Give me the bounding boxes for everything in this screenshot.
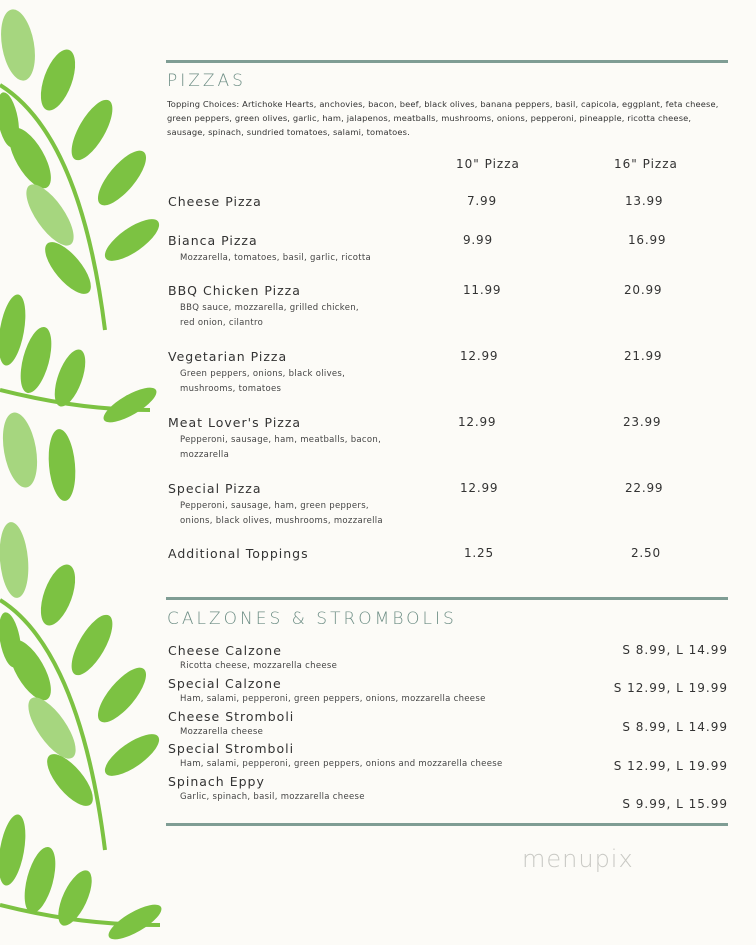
- item-name: Meat Lover's Pizza: [168, 415, 302, 430]
- price-10-inch: 9.99: [463, 233, 493, 247]
- desc-line: mozzarella: [180, 449, 230, 460]
- item-description: Ham, salami, pepperoni, green peppers, onions and mozzarella cheese: [180, 759, 503, 769]
- item-name: Vegetarian Pizza: [168, 349, 288, 364]
- price-10-inch: 11.99: [463, 283, 502, 297]
- item-name: Cheese Stromboli: [168, 709, 295, 724]
- item-name: Special Pizza: [168, 481, 262, 496]
- item-price: S 9.99, L 15.99: [622, 797, 728, 811]
- item-name: Cheese Pizza: [168, 194, 262, 209]
- desc-line: Green peppers, onions, black olives,: [180, 369, 346, 379]
- item-description: [180, 433, 381, 462]
- desc-line: red onion, cilantro: [180, 317, 264, 328]
- desc-line: Mozzarella, tomatoes, basil, garlic, ricotta: [180, 253, 372, 263]
- price-16-inch: 22.99: [625, 481, 664, 495]
- item-name: BBQ Chicken Pizza: [168, 283, 301, 298]
- item-description: Ricotta cheese, mozzarella cheese: [180, 661, 338, 671]
- desc-line: Pepperoni, sausage, ham, meatballs, bacon,: [180, 435, 382, 445]
- item-description: Ham, salami, pepperoni, green peppers, onions, mozzarella cheese: [180, 694, 486, 704]
- price-10-inch: 1.25: [464, 546, 494, 560]
- price-16-inch: 20.99: [624, 283, 663, 297]
- column-header-16-inch: 16" Pizza: [614, 157, 678, 171]
- desc-line: Pepperoni, sausage, ham, green peppers,: [180, 501, 369, 511]
- price-10-inch: 7.99: [467, 194, 497, 208]
- item-price: S 8.99, L 14.99: [622, 643, 728, 657]
- price-16-inch: 13.99: [625, 194, 664, 208]
- desc-line: BBQ sauce, mozzarella, grilled chicken,: [180, 303, 359, 313]
- top-divider: [166, 60, 728, 63]
- price-10-inch: 12.99: [458, 415, 497, 429]
- price-16-inch: 23.99: [623, 415, 662, 429]
- price-10-inch: 12.99: [460, 349, 499, 363]
- calzones-heading: CALZONES & STROMBOLIS: [167, 609, 457, 629]
- price-10-inch: 12.99: [460, 481, 499, 495]
- desc-line: mushrooms, tomatoes: [180, 383, 282, 394]
- item-description: [180, 251, 371, 266]
- menupix-watermark: menupix: [522, 845, 634, 873]
- item-name: Spinach Eppy: [168, 774, 265, 789]
- item-price: S 12.99, L 19.99: [613, 759, 728, 773]
- price-16-inch: 2.50: [631, 546, 661, 560]
- item-name: Bianca Pizza: [168, 233, 258, 248]
- price-16-inch: 21.99: [624, 349, 663, 363]
- item-description: [180, 301, 359, 330]
- item-name: Special Stromboli: [168, 741, 295, 756]
- column-header-10-inch: 10" Pizza: [456, 157, 520, 171]
- bottom-divider: [166, 823, 728, 826]
- item-description: [180, 499, 383, 528]
- price-16-inch: 16.99: [628, 233, 667, 247]
- item-name: Special Calzone: [168, 676, 282, 691]
- section-divider: [166, 597, 728, 600]
- desc-line: onions, black olives, mushrooms, mozzarella: [180, 515, 383, 526]
- item-description: Garlic, spinach, basil, mozzarella cheese: [180, 792, 365, 802]
- item-price: S 8.99, L 14.99: [622, 720, 728, 734]
- item-name: Additional Toppings: [168, 546, 309, 561]
- pizzas-heading: PIZZAS: [167, 71, 246, 91]
- item-name: Cheese Calzone: [168, 643, 282, 658]
- topping-choices: Topping Choices: Artichoke Hearts, anchovies, bacon, beef, black olives, banana peppers, basil, capicola, eggplant, feta cheese, green peppers, green olives, garlic, ham, jalapenos, meatballs, mushrooms, onions, pepperoni, pineapple, ricotta cheese, sausage, spinach, sundried tomatoes, salami, tomatoes.: [167, 99, 719, 137]
- item-description: [180, 367, 345, 396]
- item-description: Mozzarella cheese: [180, 727, 264, 737]
- item-price: S 12.99, L 19.99: [613, 681, 728, 695]
- leaf-decoration: [0, 0, 170, 945]
